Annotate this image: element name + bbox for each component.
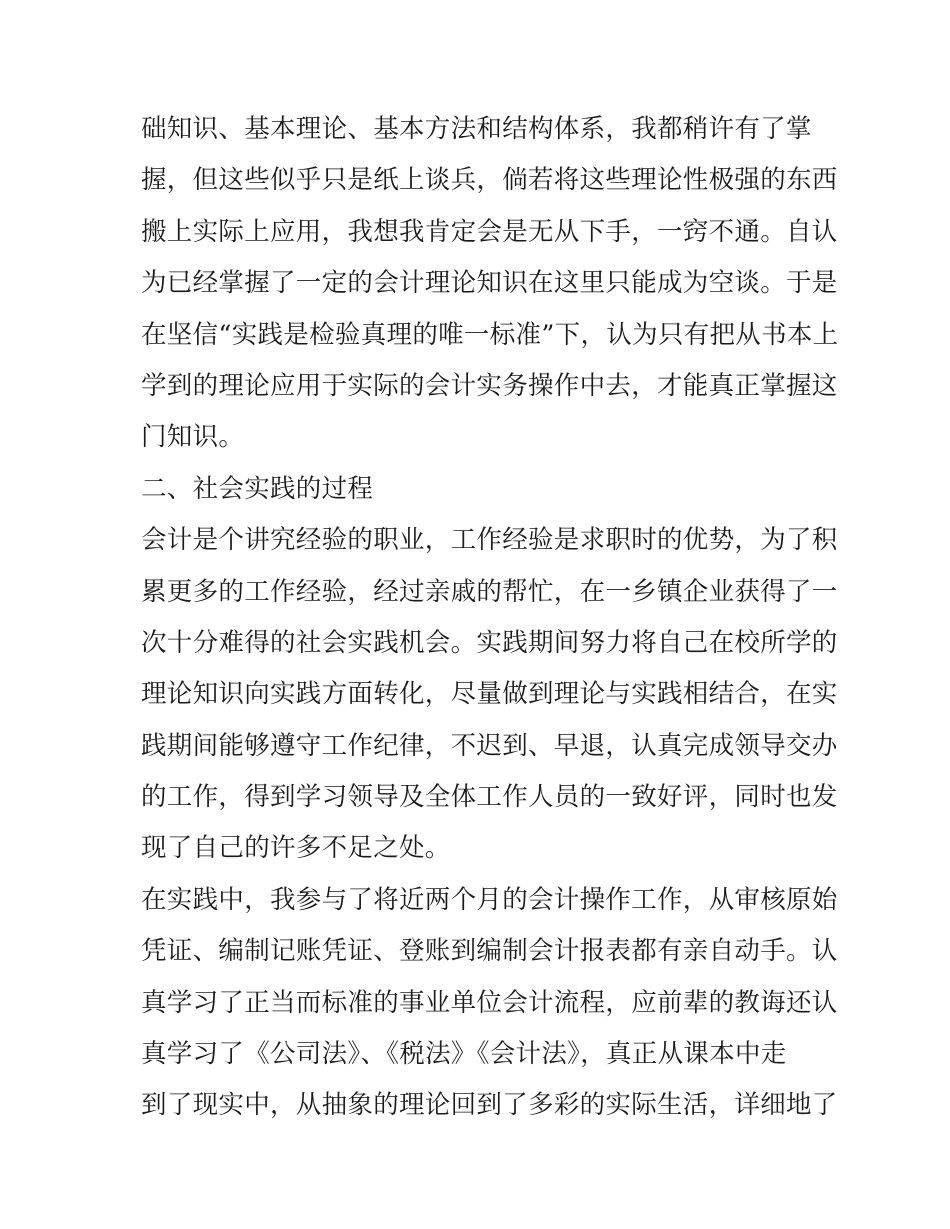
text-line: 理论知识向实践方面转化，尽量做到理论与实践相结合，在实 <box>141 679 838 710</box>
text-line: 握，但这些似乎只是纸上谈兵，倘若将这些理论性极强的东西 <box>141 165 838 196</box>
text-line: 真学习了正当而标准的事业单位会计流程，应前辈的教诲还认 <box>141 987 838 1018</box>
body-text <box>141 104 839 1132</box>
text-line: 累更多的工作经验，经过亲戚的帮忙，在一乡镇企业获得了一 <box>141 576 838 607</box>
text-line: 践期间能够遵守工作纪律，不迟到、早退，认真完成领导交办 <box>141 730 838 761</box>
text-line: 在坚信“实践是检验真理的唯一标准”下，认为只有把从书本上 <box>141 319 839 350</box>
text-line: 门知识。 <box>141 422 245 453</box>
text-line: 搬上实际上应用，我想我肯定会是无从下手，一窍不通。自认 <box>141 216 838 247</box>
text-line: 到了现实中，从抽象的理论回到了多彩的实际生活，详细地了 <box>141 1090 838 1121</box>
text-line: 会计是个讲究经验的职业，工作经验是求职时的优势，为了积 <box>141 525 838 556</box>
section-heading: 二、社会实践的过程 <box>141 473 374 504</box>
text-line: 为已经掌握了一定的会计理论知识在这里只能成为空谈。于是 <box>141 268 838 299</box>
text-line: 学到的理论应用于实际的会计实务操作中去，才能真正掌握这 <box>141 370 838 401</box>
text-line: 的工作，得到学习领导及全体工作人员的一致好评，同时也发 <box>141 782 838 813</box>
text-line: 次十分难得的社会实践机会。实践期间努力将自己在校所学的 <box>141 627 838 658</box>
text-line: 现了自己的许多不足之处。 <box>141 833 451 864</box>
text-line: 础知识、基本理论、基本方法和结构体系，我都稍许有了掌 <box>141 114 812 144</box>
text-line: 真学习了《公司法》、《税法》《会计法》，真正从课本中走 <box>141 1039 787 1070</box>
text-line: 在实践中，我参与了将近两个月的会计操作工作，从审核原始 <box>141 884 838 915</box>
text-line: 凭证、编制记账凭证、登账到编制会计报表都有亲自动手。认 <box>141 936 838 967</box>
